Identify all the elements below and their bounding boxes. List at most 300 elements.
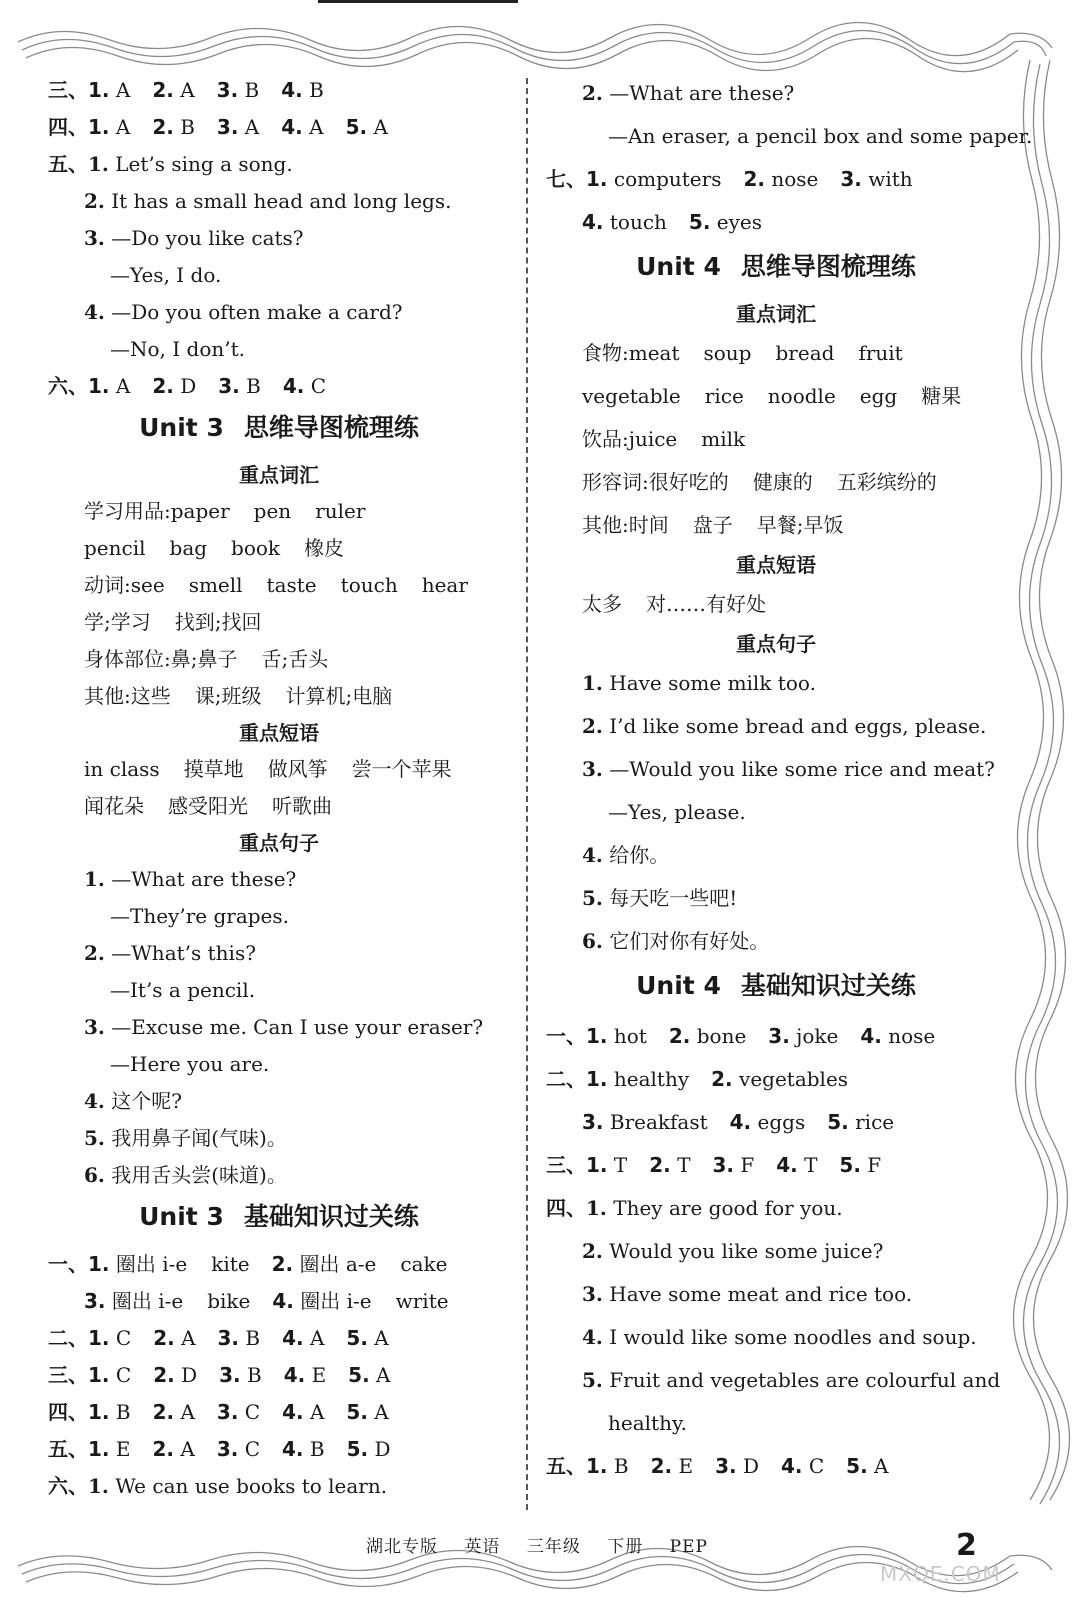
answer-value: A <box>180 1400 195 1424</box>
answer-value: kite <box>211 1252 250 1276</box>
answer-value: B <box>180 115 195 139</box>
answer-row <box>546 201 1006 244</box>
word-line <box>48 788 510 825</box>
word-item: 对……有好处 <box>646 592 766 616</box>
item-number: 5. <box>582 1368 603 1392</box>
answer-row <box>48 368 510 405</box>
answer-value: F <box>867 1153 882 1177</box>
answer-item <box>586 1445 629 1488</box>
answer-value: A <box>374 1400 389 1424</box>
item-number: 1. <box>586 1024 608 1048</box>
item-number: 5. <box>346 1326 368 1350</box>
word-item: milk <box>701 427 746 451</box>
word-item: 其他:时间 <box>582 513 669 537</box>
answer-text: Fruit and vegetables are colourful and <box>609 1368 1001 1392</box>
item-number: 4. <box>282 1400 304 1424</box>
sentence-line: —They’re grapes. <box>110 904 290 928</box>
item-number: 2. <box>711 1067 733 1091</box>
answer-value: healthy <box>613 1067 690 1091</box>
answer-value: C <box>115 1363 132 1387</box>
word-item: 找到;找回 <box>174 610 262 634</box>
answer-value: C <box>310 374 327 398</box>
answer-value: A <box>376 1363 391 1387</box>
vocab-list <box>546 332 1006 547</box>
instruction-text: 圈出 a-e <box>299 1252 377 1276</box>
word-line <box>546 461 1006 504</box>
item-number: 2. <box>153 1363 175 1387</box>
word-item: bread <box>775 341 835 365</box>
word-item: soup <box>703 341 752 365</box>
answer-item <box>586 1058 689 1101</box>
word-line <box>546 375 1006 418</box>
answer-item <box>88 1357 131 1394</box>
item-number: 2. <box>84 941 105 965</box>
answer-value: computers <box>613 167 722 191</box>
answer-line <box>48 294 510 331</box>
item-number: 1. <box>88 1474 109 1498</box>
answer-value: F <box>740 1153 755 1177</box>
answer-line <box>48 1468 510 1505</box>
answer-row <box>546 1144 1006 1187</box>
answer-item <box>743 158 818 201</box>
sentence-line <box>546 662 1006 705</box>
answer-value: B <box>244 78 260 102</box>
sentence-line <box>546 834 1006 877</box>
answer-value: A <box>874 1454 889 1478</box>
item-number: 2. <box>152 1400 175 1424</box>
unit-number: Unit 4 <box>636 252 721 281</box>
answer-text: I would like some noodles and soup. <box>609 1325 977 1349</box>
item-number: 2. <box>152 1437 174 1461</box>
answer-value: A <box>181 1326 196 1350</box>
answer-text: We can use books to learn. <box>115 1474 388 1498</box>
unit-number: Unit 3 <box>139 1202 224 1231</box>
word-line <box>48 567 510 604</box>
answer-text: —Do you like cats? <box>111 226 304 250</box>
footer-info <box>0 1532 1074 1557</box>
answer-row <box>546 1015 1006 1058</box>
answer-value: joke <box>796 1024 839 1048</box>
answer-value: A <box>180 1437 195 1461</box>
answer-item <box>860 1015 935 1058</box>
unit-number: Unit 4 <box>636 971 721 1000</box>
answer-item <box>281 109 323 146</box>
answer-item <box>88 1431 130 1468</box>
answer-text: Have some meat and rice too. <box>609 1282 913 1306</box>
answer-value: D <box>181 1363 198 1387</box>
word-item: taste <box>266 573 317 597</box>
sentence-line: —It’s a pencil. <box>110 978 256 1002</box>
answer-item <box>217 1431 260 1468</box>
answer-item <box>712 1144 754 1187</box>
answer-text: Would you like some juice? <box>609 1239 884 1263</box>
answer-value: D <box>374 1437 391 1461</box>
word-line <box>546 332 1006 375</box>
answer-line <box>546 1273 1006 1316</box>
item-number: 3. <box>216 1400 239 1424</box>
answer-item <box>88 1246 250 1283</box>
item-number: 4. <box>780 1454 803 1478</box>
word-item: pencil <box>84 536 146 560</box>
answer-value: C <box>244 1437 260 1461</box>
item-number: 4. <box>84 300 105 324</box>
answer-value: cake <box>400 1252 448 1276</box>
section-lead: 三、 <box>48 1363 88 1387</box>
sentence-text: 每天吃一些吧! <box>609 886 738 910</box>
answer-item <box>586 158 721 201</box>
unit-title <box>48 1194 510 1246</box>
answer-value: C <box>115 1326 132 1350</box>
word-item: fruit <box>858 341 903 365</box>
word-item: 学;学习 <box>84 610 151 634</box>
word-line <box>48 493 510 530</box>
answer-item <box>218 1320 261 1357</box>
answer-item <box>284 1357 326 1394</box>
section-heading: 重点句子 <box>239 831 319 855</box>
sentence-line <box>48 935 510 972</box>
word-item: 尝一个苹果 <box>351 757 452 781</box>
item-number: 2. <box>153 1326 175 1350</box>
word-item: 太多 <box>582 592 622 616</box>
answer-line <box>546 1316 1006 1359</box>
word-item: 健康的 <box>752 470 813 494</box>
word-item: 橡皮 <box>304 536 345 560</box>
answer-row <box>48 1246 510 1283</box>
unit-title <box>48 405 510 457</box>
sentence-line <box>546 877 1006 920</box>
word-item: vegetable <box>582 384 681 408</box>
answer-text: —Do you often make a card? <box>111 300 403 324</box>
answer-value: A <box>180 78 195 102</box>
sentence-text: 给你。 <box>609 843 670 867</box>
answer-item <box>152 72 194 109</box>
item-number: 4. <box>281 115 303 139</box>
answer-value: touch <box>609 210 667 234</box>
sentence-line <box>546 705 1006 748</box>
item-number: 1. <box>88 1326 110 1350</box>
sentence-text: —Would you like some rice and meat? <box>609 757 995 781</box>
sentence-line <box>546 748 1006 791</box>
item-number: 6. <box>582 929 603 953</box>
answer-item <box>282 1394 324 1431</box>
answer-item <box>282 1320 324 1357</box>
answer-item <box>152 109 195 146</box>
answer-value: A <box>115 115 131 139</box>
answer-value: D <box>180 374 197 398</box>
item-number: 1. <box>586 1196 607 1220</box>
answer-item <box>217 109 259 146</box>
answer-value: A <box>309 1326 325 1350</box>
unit-title <box>546 963 1006 1015</box>
item-number: 5. <box>846 1454 868 1478</box>
item-number: 5. <box>346 1400 368 1424</box>
sentence-text: —What’s this? <box>111 941 256 965</box>
word-item: 早餐;早饭 <box>756 513 844 537</box>
section-heading: 重点句子 <box>736 632 816 656</box>
answer-row <box>48 1357 510 1394</box>
word-item: 感受阳光 <box>168 794 248 818</box>
answer-item <box>776 1144 817 1187</box>
item-number: 4. <box>582 843 603 867</box>
word-item: 食物:meat <box>582 341 680 365</box>
answer-value: Breakfast <box>609 1110 708 1134</box>
word-item: 闻花朵 <box>84 794 144 818</box>
item-number: 2. <box>668 1024 691 1048</box>
answer-line <box>546 1187 1006 1230</box>
answer-line: —An eraser, a pencil box and some paper. <box>608 124 1033 148</box>
answer-item <box>586 1015 647 1058</box>
answer-item <box>827 1101 894 1144</box>
answer-item <box>283 368 326 405</box>
word-item: 盘子 <box>692 513 733 537</box>
answer-value: eggs <box>757 1110 806 1134</box>
word-item: bag <box>169 536 208 560</box>
item-number: 3. <box>582 1110 604 1134</box>
answer-item <box>711 1058 848 1101</box>
word-item: 做风筝 <box>267 757 328 781</box>
item-number: 1. <box>88 115 110 139</box>
answer-value: eyes <box>716 210 763 234</box>
answer-value: rice <box>855 1110 895 1134</box>
answer-item <box>218 368 261 405</box>
answer-line <box>48 220 510 257</box>
word-item: 学习用品:paper <box>84 499 230 523</box>
item-number: 3. <box>715 1454 737 1478</box>
answer-item <box>217 1394 260 1431</box>
item-number: 5. <box>827 1110 849 1134</box>
item-number: 3. <box>217 1326 240 1350</box>
unit-title-text: 基础知识过关练 <box>740 971 916 1000</box>
item-number: 2. <box>152 374 174 398</box>
item-number: 2. <box>649 1153 671 1177</box>
left-column <box>48 72 510 1505</box>
vocab-list <box>48 493 510 715</box>
item-number: 4. <box>582 210 604 234</box>
item-number: 5. <box>688 210 711 234</box>
section-lead: 四、 <box>546 1196 586 1220</box>
word-line <box>48 678 510 715</box>
answer-item <box>88 1320 131 1357</box>
answer-item <box>88 109 130 146</box>
section-heading: 重点词汇 <box>239 463 319 487</box>
word-line <box>48 530 510 567</box>
unit-title-text: 思维导图梳理练 <box>740 252 916 281</box>
word-item: book <box>231 536 281 560</box>
item-number: 3. <box>84 1289 106 1313</box>
answer-item <box>715 1445 759 1488</box>
sentence-text: Have some milk too. <box>609 671 816 695</box>
section-heading: 重点短语 <box>239 721 319 745</box>
answer-row <box>546 1058 1006 1101</box>
word-item: 摸草地 <box>183 757 244 781</box>
section-lead: 六、 <box>48 1474 88 1498</box>
answer-line: —No, I don’t. <box>110 337 245 361</box>
answer-value: E <box>115 1437 131 1461</box>
answer-value: B <box>246 374 261 398</box>
item-number: 3. <box>84 226 105 250</box>
word-item: pen <box>253 499 292 523</box>
unit-title <box>546 244 1006 296</box>
word-item: in class <box>84 757 160 781</box>
footer-subject: 英语 <box>464 1537 501 1557</box>
answer-row <box>48 1283 510 1320</box>
section-lead: 五、 <box>546 1454 586 1478</box>
sentence-text: 我用鼻子闻(气味)。 <box>111 1126 287 1150</box>
sentence-line: —Yes, please. <box>608 800 746 824</box>
answer-item <box>282 1431 325 1468</box>
word-item: 形容词:很好吃的 <box>582 470 729 494</box>
item-number: 3. <box>219 1363 241 1387</box>
answer-item <box>153 1357 197 1394</box>
answer-item <box>582 201 667 244</box>
item-number: 1. <box>88 1400 110 1424</box>
answer-item <box>272 1283 448 1320</box>
answer-item <box>768 1015 838 1058</box>
answer-value: E <box>311 1363 327 1387</box>
answer-value: nose <box>888 1024 936 1048</box>
answer-item <box>651 1445 693 1488</box>
answer-item <box>346 1394 388 1431</box>
answer-item <box>272 1246 448 1283</box>
watermark: MXQE.COM <box>880 1562 1001 1586</box>
answer-row <box>48 72 510 109</box>
sentence-text: 这个呢? <box>111 1089 182 1113</box>
answer-item <box>153 1394 195 1431</box>
item-number: 1. <box>88 374 110 398</box>
item-number: 3. <box>582 1282 603 1306</box>
item-number: 1. <box>88 1363 110 1387</box>
item-number: 1. <box>582 671 603 695</box>
item-number: 1. <box>88 1252 110 1276</box>
answer-value: T <box>804 1153 818 1177</box>
word-item: 其他:这些 <box>84 684 171 708</box>
phrase-list <box>48 751 510 825</box>
word-item: 课;班级 <box>194 684 262 708</box>
answer-row <box>48 1431 510 1468</box>
section-lead: 六、 <box>48 374 88 398</box>
word-item: smell <box>188 573 243 597</box>
item-number: 1. <box>88 152 109 176</box>
item-number: 2. <box>84 189 105 213</box>
item-number: 4. <box>283 1363 306 1387</box>
item-number: 3. <box>84 1015 105 1039</box>
answer-item <box>88 368 130 405</box>
answer-value: A <box>373 115 388 139</box>
item-number: 2. <box>582 81 603 105</box>
answer-item <box>84 1283 250 1320</box>
word-line <box>546 583 1006 626</box>
item-number: 3. <box>768 1024 790 1048</box>
word-line <box>546 418 1006 461</box>
answer-value: B <box>115 1400 131 1424</box>
word-line <box>48 751 510 788</box>
section-lead: 二、 <box>48 1326 88 1350</box>
answer-item <box>281 72 324 109</box>
answer-value: write <box>395 1289 449 1313</box>
sentence-line: —Here you are. <box>110 1052 270 1076</box>
word-line <box>48 604 510 641</box>
item-number: 5. <box>84 1126 105 1150</box>
item-number: 4. <box>272 1289 294 1313</box>
item-number: 1. <box>88 1437 110 1461</box>
answer-value: A <box>115 78 131 102</box>
answer-value: B <box>309 78 324 102</box>
answer-item <box>839 1144 881 1187</box>
item-number: 4. <box>84 1089 105 1113</box>
answer-item <box>840 158 912 201</box>
section-lead: 二、 <box>546 1067 586 1091</box>
answer-item <box>781 1445 824 1488</box>
answer-value: T <box>613 1153 628 1177</box>
word-item: 身体部位:鼻;鼻子 <box>84 647 238 671</box>
sentence-line <box>48 1157 510 1194</box>
answer-item <box>649 1144 690 1187</box>
item-number: 5. <box>582 886 603 910</box>
section-lead: 七、 <box>546 167 586 191</box>
answer-item <box>582 1101 708 1144</box>
section-lead: 一、 <box>48 1252 88 1276</box>
column-divider <box>526 78 528 1510</box>
answer-row <box>48 109 510 146</box>
answer-text: Let’s sing a song. <box>115 152 293 176</box>
answer-item <box>348 1357 390 1394</box>
item-number: 4. <box>776 1153 798 1177</box>
answer-item <box>846 1445 888 1488</box>
answer-item <box>152 1431 194 1468</box>
answer-value: hot <box>613 1024 647 1048</box>
answer-value: E <box>678 1454 694 1478</box>
answer-item <box>347 1431 391 1468</box>
sentence-line <box>48 1083 510 1120</box>
section-lead: 四、 <box>48 115 88 139</box>
sentence-text: I’d like some bread and eggs, please. <box>609 714 987 738</box>
item-number: 1. <box>84 867 105 891</box>
sentence-text: —What are these? <box>111 867 297 891</box>
word-item: noodle <box>767 384 836 408</box>
item-number: 4. <box>860 1024 882 1048</box>
item-number: 3. <box>712 1153 734 1177</box>
item-number: 1. <box>586 167 608 191</box>
section-lead: 三、 <box>48 78 88 102</box>
sentence-text: 我用舌头尝(味道)。 <box>111 1163 287 1187</box>
word-item: ruler <box>315 499 366 523</box>
section-lead: 三、 <box>546 1153 586 1177</box>
item-number: 4. <box>582 1325 603 1349</box>
section-lead: 一、 <box>546 1024 586 1048</box>
answer-item <box>689 201 762 244</box>
unit-title-text: 思维导图梳理练 <box>243 413 419 442</box>
answer-value: A <box>244 115 260 139</box>
instruction-text: 圈出 i-e <box>111 1289 184 1313</box>
item-number: 3. <box>216 78 239 102</box>
word-item: rice <box>704 384 744 408</box>
item-number: 3. <box>218 374 240 398</box>
answer-value: B <box>309 1437 325 1461</box>
item-number: 6. <box>84 1163 105 1187</box>
footer-series: PEP <box>669 1537 708 1557</box>
item-number: 5. <box>345 115 368 139</box>
answer-item <box>217 72 260 109</box>
answer-item <box>730 1101 806 1144</box>
answer-value: vegetables <box>739 1067 849 1091</box>
item-number: 1. <box>586 1153 608 1177</box>
sentence-line <box>546 920 1006 963</box>
footer-volume: 下册 <box>607 1537 644 1557</box>
answer-text: It has a small head and long legs. <box>111 189 452 213</box>
answer-item <box>669 1015 746 1058</box>
answer-value: B <box>245 1326 261 1350</box>
answer-value: B <box>613 1454 629 1478</box>
